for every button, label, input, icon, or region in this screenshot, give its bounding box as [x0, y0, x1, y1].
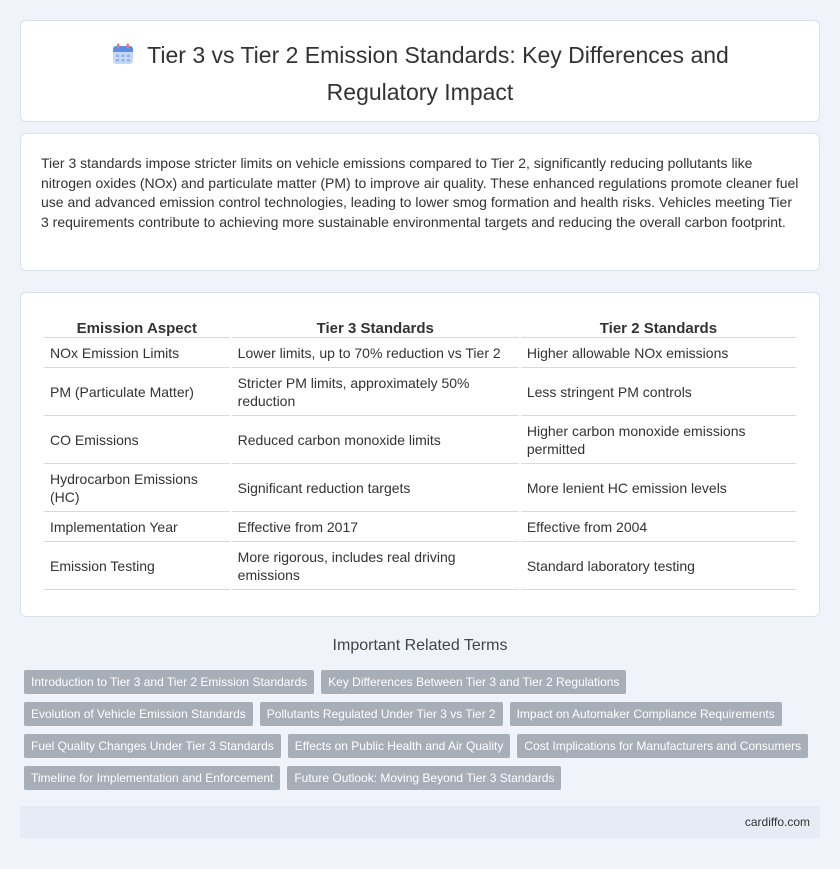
related-term-tag[interactable]: Future Outlook: Moving Beyond Tier 3 Standards: [287, 766, 561, 790]
comparison-table: [42, 315, 798, 590]
related-term-tag[interactable]: Key Differences Between Tier 3 and Tier 2 Regulations: [321, 670, 626, 694]
table-cell: PM (Particulate Matter): [44, 368, 230, 416]
column-header: Tier 2 Standards: [521, 315, 796, 338]
related-term-tag[interactable]: Impact on Automaker Compliance Requirements: [510, 702, 782, 726]
intro-paragraph: Tier 3 standards impose stricter limits on vehicle emissions compared to Tier 2, significantly reducing pollutants like nitrogen oxides (NOx) and particulate matter (PM) to improve air quality. These enhanced regulations promote cleaner fuel use and advanced emission control technologies, leading to lower smog formation and health risks. Vehicles meeting Tier 3 requirements contribute to achieving more sustainable environmental targets and reducing the overall carbon footprint.: [41, 155, 799, 230]
header-card: [20, 20, 820, 122]
table-row: [44, 368, 796, 416]
related-term-tag[interactable]: Fuel Quality Changes Under Tier 3 Standards: [24, 734, 281, 758]
related-terms-list: [24, 670, 824, 790]
table-cell: Less stringent PM controls: [521, 368, 796, 416]
table-cell: More lenient HC emission levels: [521, 464, 796, 512]
related-term-tag[interactable]: Pollutants Regulated Under Tier 3 vs Tier 2: [260, 702, 503, 726]
table-cell: Effective from 2004: [521, 512, 796, 542]
page-title: [81, 34, 759, 108]
table-cell: Higher carbon monoxide emissions permitted: [521, 416, 796, 464]
footer-site-link[interactable]: cardiffo.com: [744, 815, 810, 829]
related-term-tag[interactable]: Introduction to Tier 3 and Tier 2 Emission Standards: [24, 670, 314, 694]
related-terms-heading: Important Related Terms: [332, 637, 508, 654]
table-cell: Reduced carbon monoxide limits: [232, 416, 519, 464]
calendar-icon: [111, 42, 135, 66]
table-cell: Standard laboratory testing: [521, 542, 796, 590]
table-row: [44, 542, 796, 590]
table-row: [44, 416, 796, 464]
page-title-text: Tier 3 vs Tier 2 Emission Standards: Key Differences and Regulatory Impact: [147, 42, 729, 105]
related-term-tag[interactable]: Timeline for Implementation and Enforcement: [24, 766, 280, 790]
table-cell: Hydrocarbon Emissions (HC): [44, 464, 230, 512]
intro-card: [20, 133, 820, 271]
table-cell: Implementation Year: [44, 512, 230, 542]
table-cell: Higher allowable NOx emissions: [521, 338, 796, 368]
related-term-tag[interactable]: Cost Implications for Manufacturers and Consumers: [517, 734, 808, 758]
table-row: [44, 512, 796, 542]
table-cell: Stricter PM limits, approximately 50% reduction: [232, 368, 519, 416]
table-cell: NOx Emission Limits: [44, 338, 230, 368]
related-term-tag[interactable]: Evolution of Vehicle Emission Standards: [24, 702, 253, 726]
table-cell: Effective from 2017: [232, 512, 519, 542]
table-cell: Significant reduction targets: [232, 464, 519, 512]
table-cell: CO Emissions: [44, 416, 230, 464]
footer: [20, 806, 820, 838]
comparison-card: [20, 292, 820, 617]
header: [21, 21, 819, 121]
column-header: Emission Aspect: [44, 315, 230, 338]
table-cell: Emission Testing: [44, 542, 230, 590]
column-header: Tier 3 Standards: [232, 315, 519, 338]
table-row: [44, 464, 796, 512]
table-header-row: [44, 315, 796, 338]
table-cell: More rigorous, includes real driving emissions: [232, 542, 519, 590]
table-cell: Lower limits, up to 70% reduction vs Tier 2: [232, 338, 519, 368]
table-row: [44, 338, 796, 368]
related-term-tag[interactable]: Effects on Public Health and Air Quality: [288, 734, 511, 758]
